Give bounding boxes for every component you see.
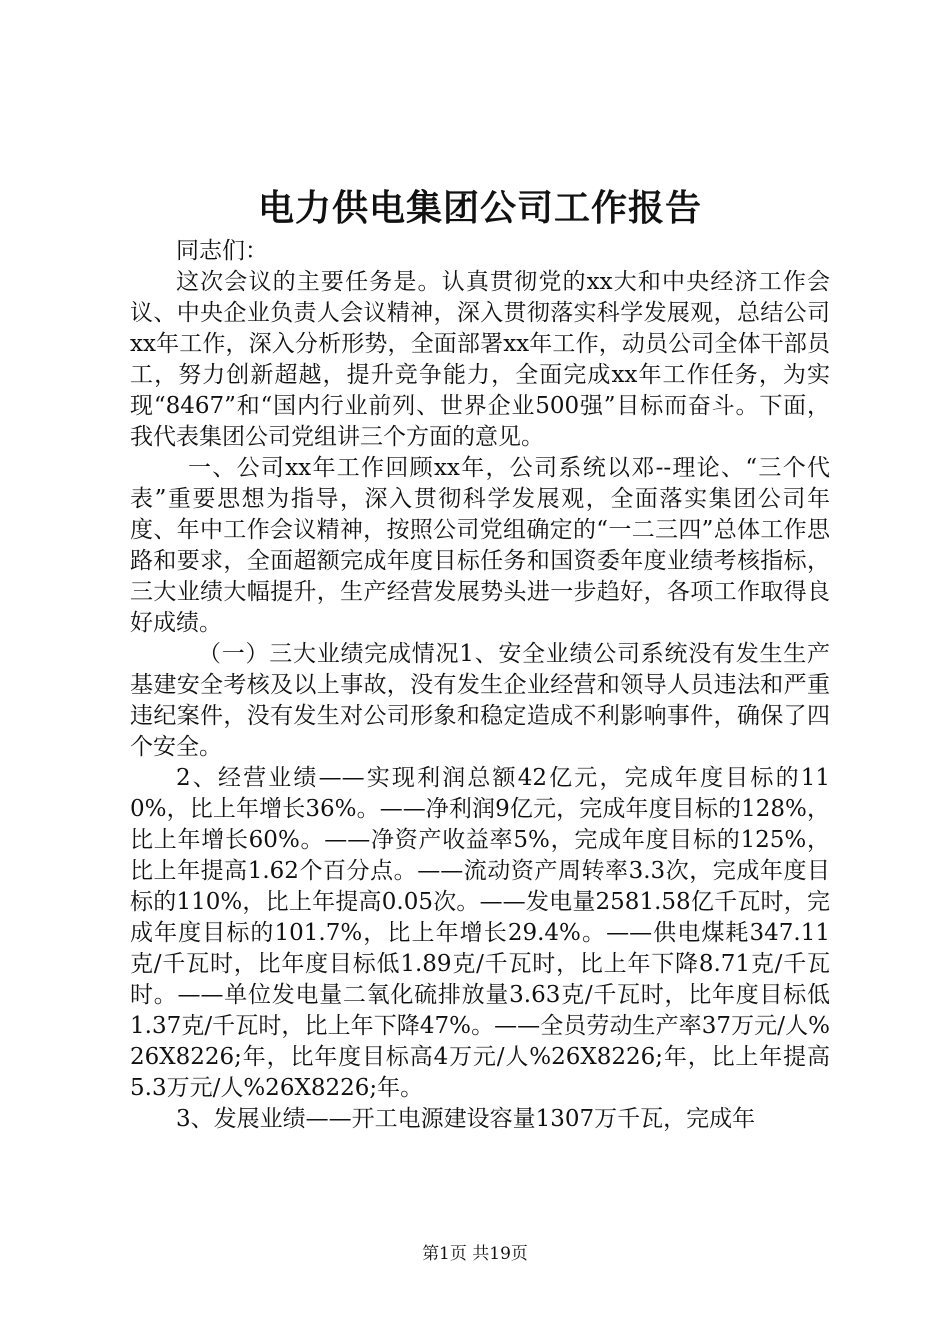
paragraph-review: 一、公司xx年工作回顾xx年，公司系统以邓--理论、“三个代表”重要思想为指导，深入贯彻科学发展观，全面落实集团公司年度、年中工作会议精神，按照公司党组确定的“一二三四”总体工作思路和要求，全面超额完成年度目标任务和国资委年度业绩考核指标，三大业绩大幅提升，生产经营发展势头进一步趋好，各项工作取得良好成绩。: [130, 455, 830, 636]
paragraph-operations: 2、经营业绩——实现利润总额42亿元，完成年度目标的110%，比上年增长36%。——净利润9亿元，完成年度目标的128%，比上年增长60%。——净资产收益率5%，完成年度目标的125%，比上年提高1.62个百分点。——流动资产周转率3.3次，完成年度目标的110%，比上年提高0.05次。——发电量2581.58亿千瓦时，完成年度目标的101.7%，比上年增长29.4%。——供电煤耗347.11克/千瓦时，比年度目标低1.89克/千瓦时，比上年下降8.71克/千瓦时。——单位发电量二氧化硫排放量3.63克/千瓦时，比年度目标低1.37克/千瓦时，比上年下降47%。——全员劳动生产率37万元/人%26X8226;年，比年度目标高4万元/人%26X8226;年，比上年提高5.3万元/人%26X8226;年。: [130, 765, 830, 1101]
document-page: [130, 180, 830, 1135]
paragraph-intro: 这次会议的主要任务是。认真贯彻党的xx大和中央经济工作会议、中央企业负责人会议精神，深入贯彻落实科学发展观，总结公司xx年工作，深入分析形势，全面部署xx年工作，动员公司全体干部员工，努力创新超越，提升竞争能力，全面完成xx年工作任务，为实现“8467”和“国内行业前列、世界企业500强”目标而奋斗。下面，我代表集团公司党组讲三个方面的意见。: [130, 269, 830, 450]
page-footer: 第1页 共19页: [422, 1244, 528, 1264]
document-title: 电力供电集团公司工作报告: [257, 187, 702, 229]
salutation: 同志们：: [176, 238, 268, 264]
paragraph-development: 3、发展业绩——开工电源建设容量1307万千瓦，完成年: [176, 1106, 756, 1132]
paragraph-safety: （一）三大业绩完成情况1、安全业绩公司系统没有发生生产基建安全考核及以上事故，没有发生企业经营和领导人员违法和严重违纪案件，没有发生对公司形象和稳定造成不利影响事件，确保了四个安全。: [130, 641, 830, 760]
